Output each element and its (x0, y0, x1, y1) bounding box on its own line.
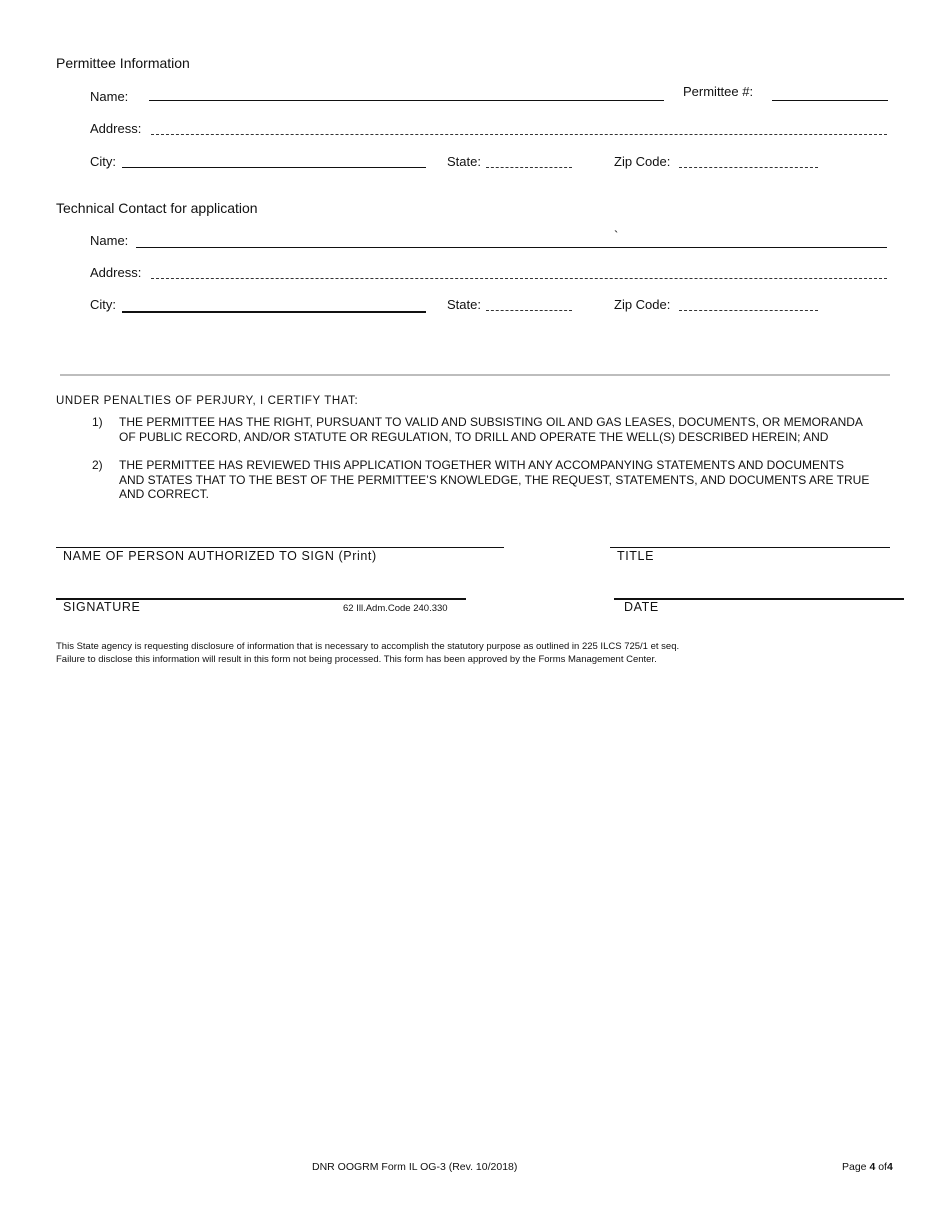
disclosure-line-1: This State agency is requesting disclosure of information that is necessary to accomplish the statutory purpose as outlined in 225 ILCS 725/1 et seq. (56, 641, 680, 652)
contact-state-field[interactable] (486, 293, 576, 311)
permittee-state-field[interactable] (486, 150, 576, 168)
permittee-city-label: City: (90, 154, 116, 169)
permittee-number-label: Permittee #: (683, 84, 754, 99)
page-current: 4 (869, 1161, 876, 1173)
contact-city-field[interactable] (122, 294, 430, 312)
section-divider (60, 374, 890, 376)
certification-item-1-number: 1) (92, 415, 103, 429)
certification-heading: UNDER PENALTIES OF PERJURY, I CERTIFY THAT: (56, 395, 359, 407)
permittee-number-field[interactable] (772, 83, 892, 101)
contact-state-label: State: (447, 297, 481, 312)
permittee-zip-label: Zip Code: (614, 154, 671, 169)
permittee-state-label: State: (447, 154, 481, 169)
certification-item-1-text: THE PERMITTEE HAS THE RIGHT, PURSUANT TO VALID AND SUBSISTING OIL AND GAS LEASES, DOCUMENTS, OR MEMORANDA OF PUBLIC RECORD, AND/OR STATUTE OR REGULATION, TO DRILL AND OPERATE THE WELL(S) DESCRIBED HEREIN; AND (119, 415, 863, 444)
print-name-label: NAME OF PERSON AUTHORIZED TO SIGN (Print) (63, 549, 377, 563)
contact-zip-field[interactable] (679, 293, 822, 311)
title-line (610, 547, 890, 548)
signature-label: SIGNATURE (63, 600, 141, 614)
permittee-address-field[interactable] (151, 117, 891, 135)
permittee-city-field[interactable] (122, 150, 430, 168)
page-total: 4 (886, 1161, 893, 1173)
certification-item-2-text: THE PERMITTEE HAS REVIEWED THIS APPLICATION TOGETHER WITH ANY ACCOMPANYING STATEMENTS AND DOCUMENTS AND STATES THAT TO THE BEST OF THE PERMITTEE’S KNOWLEDGE, THE REQUEST, STATEMENTS, AND DOCUMENTS ARE TRUE AND CORRECT. (119, 458, 870, 501)
page-number (842, 1161, 893, 1173)
title-label: TITLE (617, 549, 655, 563)
date-label: DATE (624, 600, 659, 614)
permittee-address-label: Address: (90, 121, 142, 136)
permittee-section-title: Permittee Information (56, 55, 190, 71)
contact-name-label: Name: (90, 233, 129, 248)
technical-contact-section-title: Technical Contact for application (56, 200, 258, 216)
contact-address-label: Address: (90, 265, 142, 280)
page-prefix: Page (842, 1161, 870, 1173)
date-field[interactable] (614, 580, 908, 598)
permittee-name-label: Name: (90, 89, 129, 104)
form-id: DNR OOGRM Form IL OG-3 (Rev. 10/2018) (312, 1161, 518, 1173)
contact-zip-label: Zip Code: (614, 297, 671, 312)
disclosure-line-2: Failure to disclose this information will result in this form not being processed. This form has been approved by the Forms Management Center. (56, 654, 657, 665)
permittee-zip-field[interactable] (679, 150, 822, 168)
certification-item-2-number: 2) (92, 458, 103, 472)
print-name-line (56, 547, 504, 548)
permittee-name-field[interactable] (149, 83, 668, 101)
title-field[interactable] (610, 529, 894, 547)
contact-city-label: City: (90, 297, 116, 312)
print-name-field[interactable] (56, 529, 508, 547)
signature-field[interactable] (56, 580, 470, 598)
page-separator: of (875, 1161, 887, 1173)
contact-name-mark: ` (614, 228, 619, 243)
code-reference: 62 Ill.Adm.Code 240.330 (343, 603, 448, 614)
contact-address-field[interactable] (151, 261, 891, 279)
contact-name-field[interactable] (136, 230, 891, 248)
